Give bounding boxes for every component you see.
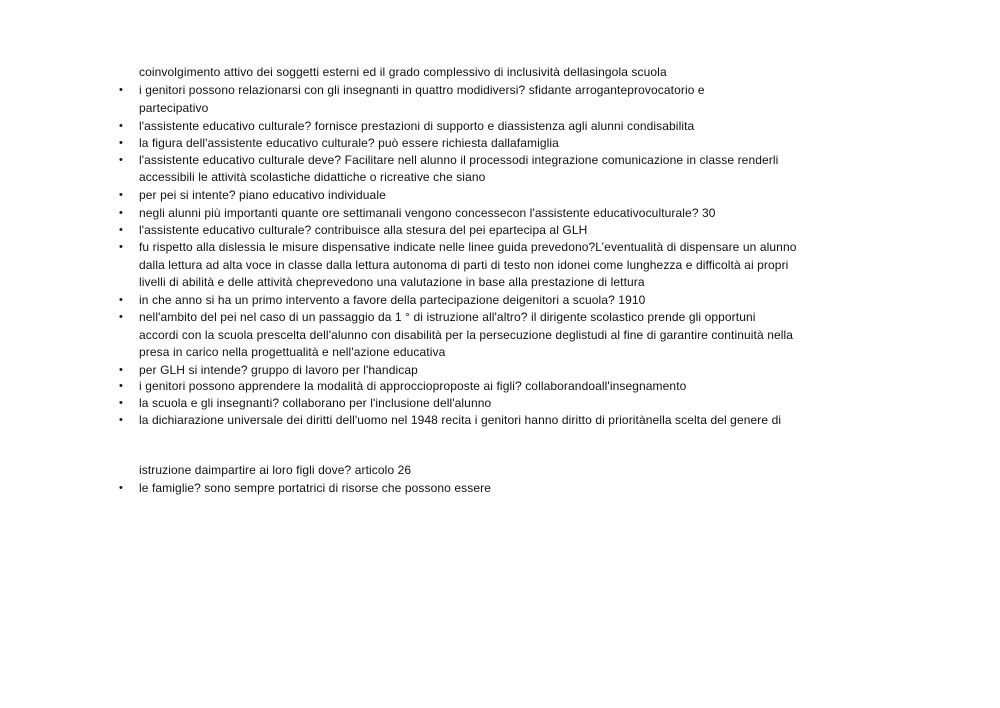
text-line: l'assistente educativo culturale? fornisce prestazioni di supporto e diassistenza agli alunni condisabilita <box>139 119 695 133</box>
text-line: la scuola e gli insegnanti? collaborano per l'inclusione dell'alunno <box>139 396 492 410</box>
text-line: in che anno si ha un primo intervento a favore della partecipazione deigenitori a scuola? 1910 <box>139 293 646 307</box>
text-line: accessibili le attività scolastiche didattiche o ricreative che siano <box>139 170 486 184</box>
bullet: • <box>119 120 123 132</box>
text-line: la dichiarazione universale dei diritti dell'uomo nel 1948 recita i genitori hanno diritto di prioritànella scelta del genere di <box>139 413 782 427</box>
text-line: dalla lettura ad alta voce in classe dalla lettura autonoma di parti di testo non idonei come lunghezza e difficoltà ai propri <box>139 258 789 272</box>
text-line: le famiglie? sono sempre portatrici di risorse che possono essere <box>139 481 491 495</box>
bullet: • <box>119 189 123 201</box>
bullet: • <box>119 397 123 409</box>
bullet: • <box>119 84 123 96</box>
bullet: • <box>119 414 123 426</box>
bullet: • <box>119 482 123 494</box>
bullet: • <box>119 294 123 306</box>
text-line: la figura dell'assistente educativo culturale? può essere richiesta dallafamiglia <box>139 136 559 150</box>
text-line: istruzione daimpartire ai loro figli dove? articolo 26 <box>139 463 412 477</box>
text-line: nell'ambito del pei nel caso di un passaggio da 1 ° di istruzione all'altro? il dirigente scolastico prende gli opportuni <box>139 310 756 324</box>
bullet: • <box>119 224 123 236</box>
text-line: i genitori possono apprendere la modalità di approccioproposte ai figli? collaborandoall'insegnamento <box>139 379 687 393</box>
bullet: • <box>119 311 123 323</box>
bullet: • <box>119 364 123 376</box>
bullet: • <box>119 241 123 253</box>
text-line: per pei si intente? piano educativo individuale <box>139 188 386 202</box>
text-line: fu rispetto alla dislessia le misure dispensative indicate nelle linee guida prevedono?L’eventualità di dispensare un alunno <box>139 240 797 254</box>
text-line: l'assistente educativo culturale? contribuisce alla stesura del pei epartecipa al GLH <box>139 223 588 237</box>
bullet: • <box>119 137 123 149</box>
text-line: coinvolgimento attivo dei soggetti esterni ed il grado complessivo di inclusività dellasingola scuola <box>139 65 667 79</box>
bullet: • <box>119 380 123 392</box>
text-line: accordi con la scuola prescelta dell'alunno con disabilità per la persecuzione deglistudi al fine di garantire continuità nella <box>139 328 794 342</box>
text-line: presa in carico nella progettualità e nell'azione educativa <box>139 345 446 359</box>
text-line: i genitori possono relazionarsi con gli insegnanti in quattro modidiversi? sfidante arroganteprovocatorio e <box>139 83 705 97</box>
text-line: livelli di abilità e delle attività cheprevedono una valutazione in base alla prestazione di lettura <box>139 275 645 289</box>
text-line: negli alunni più importanti quante ore settimanali vengono concessecon l'assistente educativoculturale? 30 <box>139 206 716 220</box>
bullet: • <box>119 154 123 166</box>
text-line: partecipativo <box>139 101 209 115</box>
text-line: per GLH si intende? gruppo di lavoro per l'handicap <box>139 363 418 377</box>
text-line: l'assistente educativo culturale deve? Facilitare nell alunno il processodi integrazione comunicazione in classe renderli <box>139 153 779 167</box>
bullet: • <box>119 207 123 219</box>
